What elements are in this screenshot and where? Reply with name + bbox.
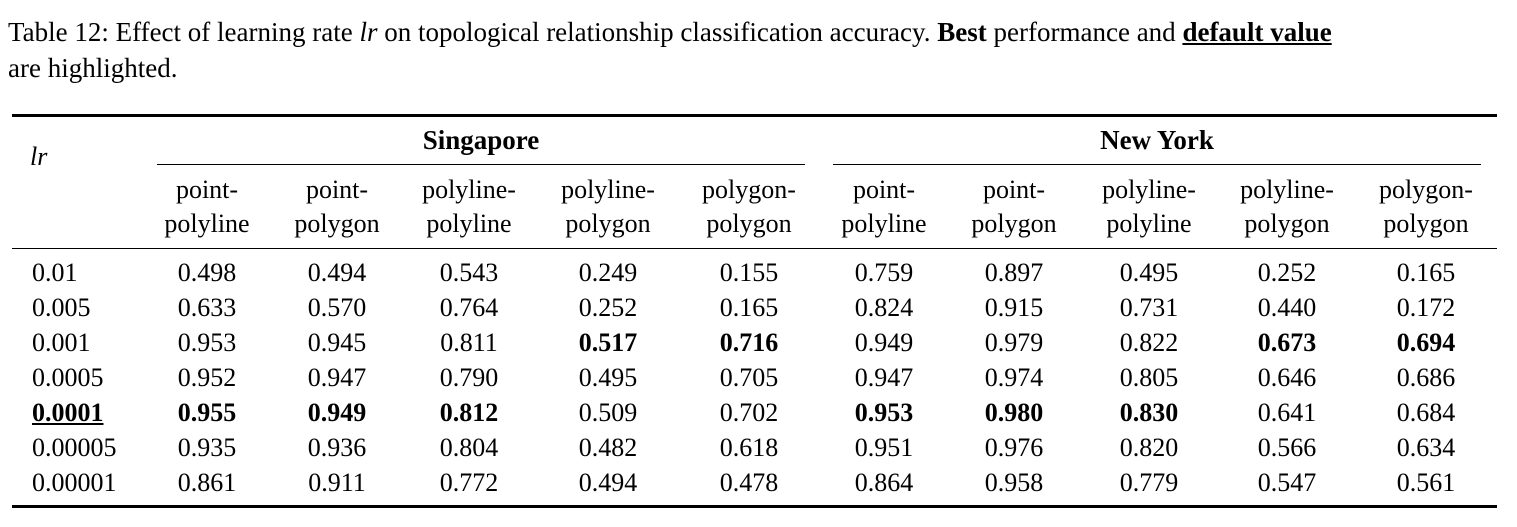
table-cell: 0.947 xyxy=(854,363,914,392)
column-header-bottom: polyline xyxy=(841,209,927,238)
table-cell: 0.686 xyxy=(1396,363,1456,392)
table-cell: 0.915 xyxy=(984,293,1044,322)
table-cell: 0.772 xyxy=(439,468,499,497)
table-cell: 0.155 xyxy=(719,258,779,287)
table-cell: 0.641 xyxy=(1257,398,1317,427)
column-header-bottom: polygon xyxy=(565,209,651,238)
table-cell: 0.633 xyxy=(177,293,237,322)
table-cell: 0.498 xyxy=(177,258,237,287)
column-header-bottom: polyline xyxy=(164,209,250,238)
column-header-bottom: polygon xyxy=(971,209,1057,238)
column-header-top: point- xyxy=(852,175,916,204)
caption-suffix: are highlighted. xyxy=(8,53,178,83)
column-header-top: polyline- xyxy=(1102,175,1196,204)
table-cell: 0.494 xyxy=(307,258,367,287)
column-header-bottom: polyline xyxy=(1106,209,1192,238)
table-cell: 0.482 xyxy=(578,433,638,462)
top-rule xyxy=(12,114,1497,117)
table-cell: 0.790 xyxy=(439,363,499,392)
caption-middle: on topological relationship classification accuracy. xyxy=(377,17,938,47)
table-cell: 0.731 xyxy=(1119,293,1179,322)
singapore-cmidrule xyxy=(157,164,805,165)
table-caption xyxy=(8,14,1448,86)
table-cell: 0.172 xyxy=(1396,293,1456,322)
table-cell: 0.165 xyxy=(1396,258,1456,287)
table-cell: 0.702 xyxy=(719,398,779,427)
mid-rule xyxy=(12,248,1497,249)
table-cell: 0.440 xyxy=(1257,293,1317,322)
lr-column-header: lr xyxy=(30,142,48,171)
table-cell: 0.634 xyxy=(1396,433,1456,462)
column-header-bottom: polygon xyxy=(1383,209,1469,238)
table-cell: 0.684 xyxy=(1396,398,1456,427)
table-cell: 0.861 xyxy=(177,468,237,497)
group-header-new-york: New York xyxy=(1100,125,1214,155)
column-header-top: polyline- xyxy=(561,175,655,204)
lr-value: 0.01 xyxy=(32,258,78,287)
lr-value: 0.0005 xyxy=(32,363,104,392)
table-cell: 0.945 xyxy=(307,328,367,357)
newyork-cmidrule xyxy=(833,164,1481,165)
table-cell: 0.812 xyxy=(439,398,499,427)
table-cell: 0.495 xyxy=(1119,258,1179,287)
table-cell: 0.980 xyxy=(984,398,1044,427)
table-cell: 0.764 xyxy=(439,293,499,322)
caption-prefix: Table 12: Effect of learning rate xyxy=(8,17,360,47)
table-cell: 0.952 xyxy=(177,363,237,392)
table-cell: 0.759 xyxy=(854,258,914,287)
column-header-top: polyline- xyxy=(422,175,516,204)
table-cell: 0.673 xyxy=(1257,328,1317,357)
table-cell: 0.252 xyxy=(1257,258,1317,287)
table-cell: 0.951 xyxy=(854,433,914,462)
column-header-bottom: polygon xyxy=(1244,209,1330,238)
table-cell: 0.646 xyxy=(1257,363,1317,392)
column-header-top: point- xyxy=(982,175,1046,204)
table-cell: 0.716 xyxy=(719,328,779,357)
lr-value: 0.00001 xyxy=(32,468,117,497)
bottom-rule xyxy=(12,505,1497,508)
lr-value: 0.00005 xyxy=(32,433,117,462)
table-cell: 0.561 xyxy=(1396,468,1456,497)
table-cell: 0.953 xyxy=(177,328,237,357)
caption-best: Best xyxy=(937,17,987,47)
table-cell: 0.936 xyxy=(307,433,367,462)
column-header-top: polygon- xyxy=(702,175,796,204)
table-cell: 0.953 xyxy=(854,398,914,427)
table-cell: 0.779 xyxy=(1119,468,1179,497)
table-cell: 0.517 xyxy=(578,328,638,357)
table-cell: 0.955 xyxy=(177,398,237,427)
lr-value: 0.001 xyxy=(32,328,91,357)
table-cell: 0.509 xyxy=(578,398,638,427)
caption-variable: lr xyxy=(359,17,378,47)
table-cell: 0.804 xyxy=(439,433,499,462)
table-cell: 0.566 xyxy=(1257,433,1317,462)
table-cell: 0.949 xyxy=(307,398,367,427)
column-header-top: point- xyxy=(305,175,369,204)
table-cell: 0.864 xyxy=(854,468,914,497)
column-header-bottom: polygon xyxy=(294,209,380,238)
table-cell: 0.252 xyxy=(578,293,638,322)
lr-value: 0.005 xyxy=(32,293,91,322)
table-cell: 0.495 xyxy=(578,363,638,392)
column-header-top: polyline- xyxy=(1240,175,1334,204)
lr-value: 0.0001 xyxy=(32,398,104,427)
table-cell: 0.979 xyxy=(984,328,1044,357)
table-cell: 0.805 xyxy=(1119,363,1179,392)
caption-and: performance and xyxy=(986,17,1183,47)
table-cell: 0.822 xyxy=(1119,328,1179,357)
column-header-bottom: polygon xyxy=(706,209,792,238)
column-header-top: point- xyxy=(175,175,239,204)
table-cell: 0.249 xyxy=(578,258,638,287)
table-cell: 0.830 xyxy=(1119,398,1179,427)
table-cell: 0.824 xyxy=(854,293,914,322)
table-cell: 0.958 xyxy=(984,468,1044,497)
table-cell: 0.811 xyxy=(440,328,498,357)
table-cell: 0.974 xyxy=(984,363,1044,392)
table-cell: 0.494 xyxy=(578,468,638,497)
table-cell: 0.976 xyxy=(984,433,1044,462)
caption-default-value: default value xyxy=(1182,17,1332,47)
table-cell: 0.543 xyxy=(439,258,499,287)
table-cell: 0.547 xyxy=(1257,468,1317,497)
table-cell: 0.705 xyxy=(719,363,779,392)
column-header-bottom: polyline xyxy=(426,209,512,238)
table-cell: 0.478 xyxy=(719,468,779,497)
table-cell: 0.618 xyxy=(719,433,779,462)
table-cell: 0.949 xyxy=(854,328,914,357)
group-header-singapore: Singapore xyxy=(422,125,540,155)
table-cell: 0.911 xyxy=(308,468,366,497)
table-cell: 0.165 xyxy=(719,293,779,322)
table-cell: 0.820 xyxy=(1119,433,1179,462)
table-cell: 0.694 xyxy=(1396,328,1456,357)
table-cell: 0.897 xyxy=(984,258,1044,287)
table-cell: 0.935 xyxy=(177,433,237,462)
table-cell: 0.570 xyxy=(307,293,367,322)
column-header-top: polygon- xyxy=(1379,175,1473,204)
table-cell: 0.947 xyxy=(307,363,367,392)
